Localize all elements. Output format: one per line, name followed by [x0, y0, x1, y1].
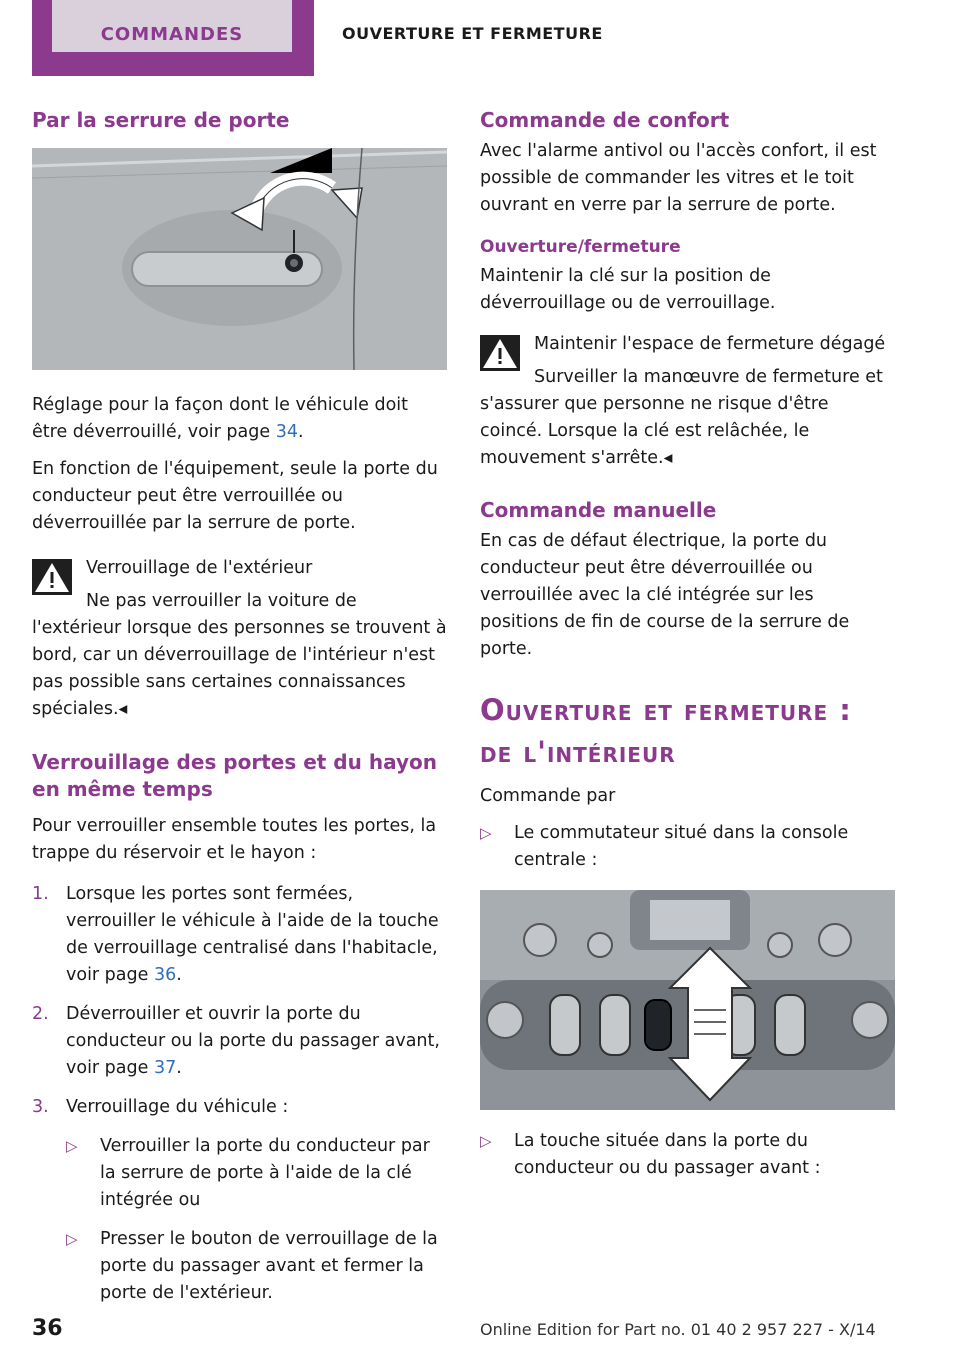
chapter-tab-label: COMMANDES: [52, 0, 292, 52]
center-console-illustration: [480, 890, 895, 1110]
subheading-open-close: Ouverture/fermeture: [480, 237, 681, 257]
list-item-door-button: ▷ La touche située dans la porte du conducteur ou du passager avant :: [480, 1128, 895, 1182]
warning-icon: [480, 335, 520, 371]
warning-title: Verrouillage de l'extérieur: [86, 558, 313, 578]
list-item-console: ▷ Le commutateur situé dans la console centrale :: [480, 820, 895, 874]
page-link-34[interactable]: 34: [275, 422, 298, 442]
triangle-bullet-icon: ▷: [66, 1230, 78, 1248]
paragraph-hold-key: Maintenir la clé sur la position de déverrouillage ou de verrouillage.: [480, 266, 776, 313]
warning-body: Surveiller la manœuvre de fermeture et s'assurer que personne ne risque d'être coincé. Lorsque la clé est relâchée, le mouvement s'arrête.◂: [480, 367, 883, 468]
heading-manual: Commande manuelle: [480, 498, 717, 522]
paragraph-equipment: En fonction de l'équipement, seule la porte du conducteur peut être verrouillée ou déverrouillée par la serrure de porte.: [32, 459, 438, 533]
right-column: [480, 108, 895, 1194]
triangle-bullet-icon: ▷: [480, 824, 492, 842]
step-3-sublist: [66, 1133, 447, 1307]
step-3: 3. Verrouillage du véhicule : ▷ Verrouiller la porte du conducteur par la serrure de porte à l'aide de la clé intégrée ou ▷ Presser le bouton de verrouillage de la porte du passager avant et fermer la porte de l'extérieur.: [32, 1094, 447, 1307]
heading-lock-all: Verrouillage des portes et du hayon en même temps: [32, 750, 437, 801]
warning-body: Ne pas verrouiller la voiture de l'extérieur lorsque des personnes se trouvent à bord, car un déverrouillage de l'intérieur n'est pas possible sans certaines connaissances spéciales.◂: [32, 591, 447, 719]
step-1: 1. Lorsque les portes sont fermées, verrouiller le véhicule à l'aide de la touche de verrouillage centralisé dans l'habitacle, voir page 36.: [32, 884, 439, 985]
paragraph-manual: En cas de défaut électrique, la porte du conducteur peut être déverrouillée ou verrouillée avec la clé intégrée sur les positions de fin de course de la serrure de porte.: [480, 531, 850, 659]
section-title: OUVERTURE ET FERMETURE: [342, 24, 603, 43]
warning-block-exterior: [32, 555, 447, 723]
warning-title: Maintenir l'espace de fermeture dégagé: [534, 334, 886, 354]
warning-block-closing: [480, 331, 895, 472]
sub-item: ▷ Presser le bouton de verrouillage de la porte du passager avant et fermer la porte de l'extérieur.: [66, 1226, 447, 1307]
triangle-bullet-icon: ▷: [480, 1132, 492, 1150]
paragraph-lock-all: Pour verrouiller ensemble toutes les portes, la trappe du réservoir et le hayon :: [32, 816, 437, 863]
step-2: 2. Déverrouiller et ouvrir la porte du conducteur ou la porte du passager avant, voir page 37.: [32, 1004, 440, 1078]
paragraph-setting: Réglage pour la façon dont le véhicule doit être déverrouillé, voir page 34.: [32, 395, 408, 442]
door-handle-illustration: [32, 148, 447, 370]
page-link-37[interactable]: 37: [153, 1058, 177, 1078]
left-column: [32, 108, 447, 1319]
heading-door-lock: Par la serrure de porte: [32, 108, 290, 132]
numbered-steps: [32, 881, 447, 1307]
section-heading-interior: Ouverture et fermeture : de l'intérieur: [480, 693, 852, 769]
command-list-continued: [480, 1128, 895, 1182]
command-list: [480, 820, 895, 874]
sub-item: ▷ Verrouiller la porte du conducteur par la serrure de porte à l'aide de la clé intégrée ou: [66, 1133, 447, 1214]
edition-footer: Online Edition for Part no. 01 40 2 957 227 - X/14: [480, 1320, 876, 1339]
chapter-tab[interactable]: [32, 0, 314, 76]
heading-comfort: Commande de confort: [480, 108, 730, 132]
warning-icon: [32, 559, 72, 595]
page-number: 36: [32, 1316, 63, 1341]
paragraph-command-by: Commande par: [480, 786, 616, 806]
page-link-36[interactable]: 36: [153, 965, 177, 985]
paragraph-comfort: Avec l'alarme antivol ou l'accès confort, il est possible de commander les vitres et le toit ouvrant en verre par la serrure de porte.: [480, 141, 877, 215]
triangle-bullet-icon: ▷: [66, 1137, 78, 1155]
